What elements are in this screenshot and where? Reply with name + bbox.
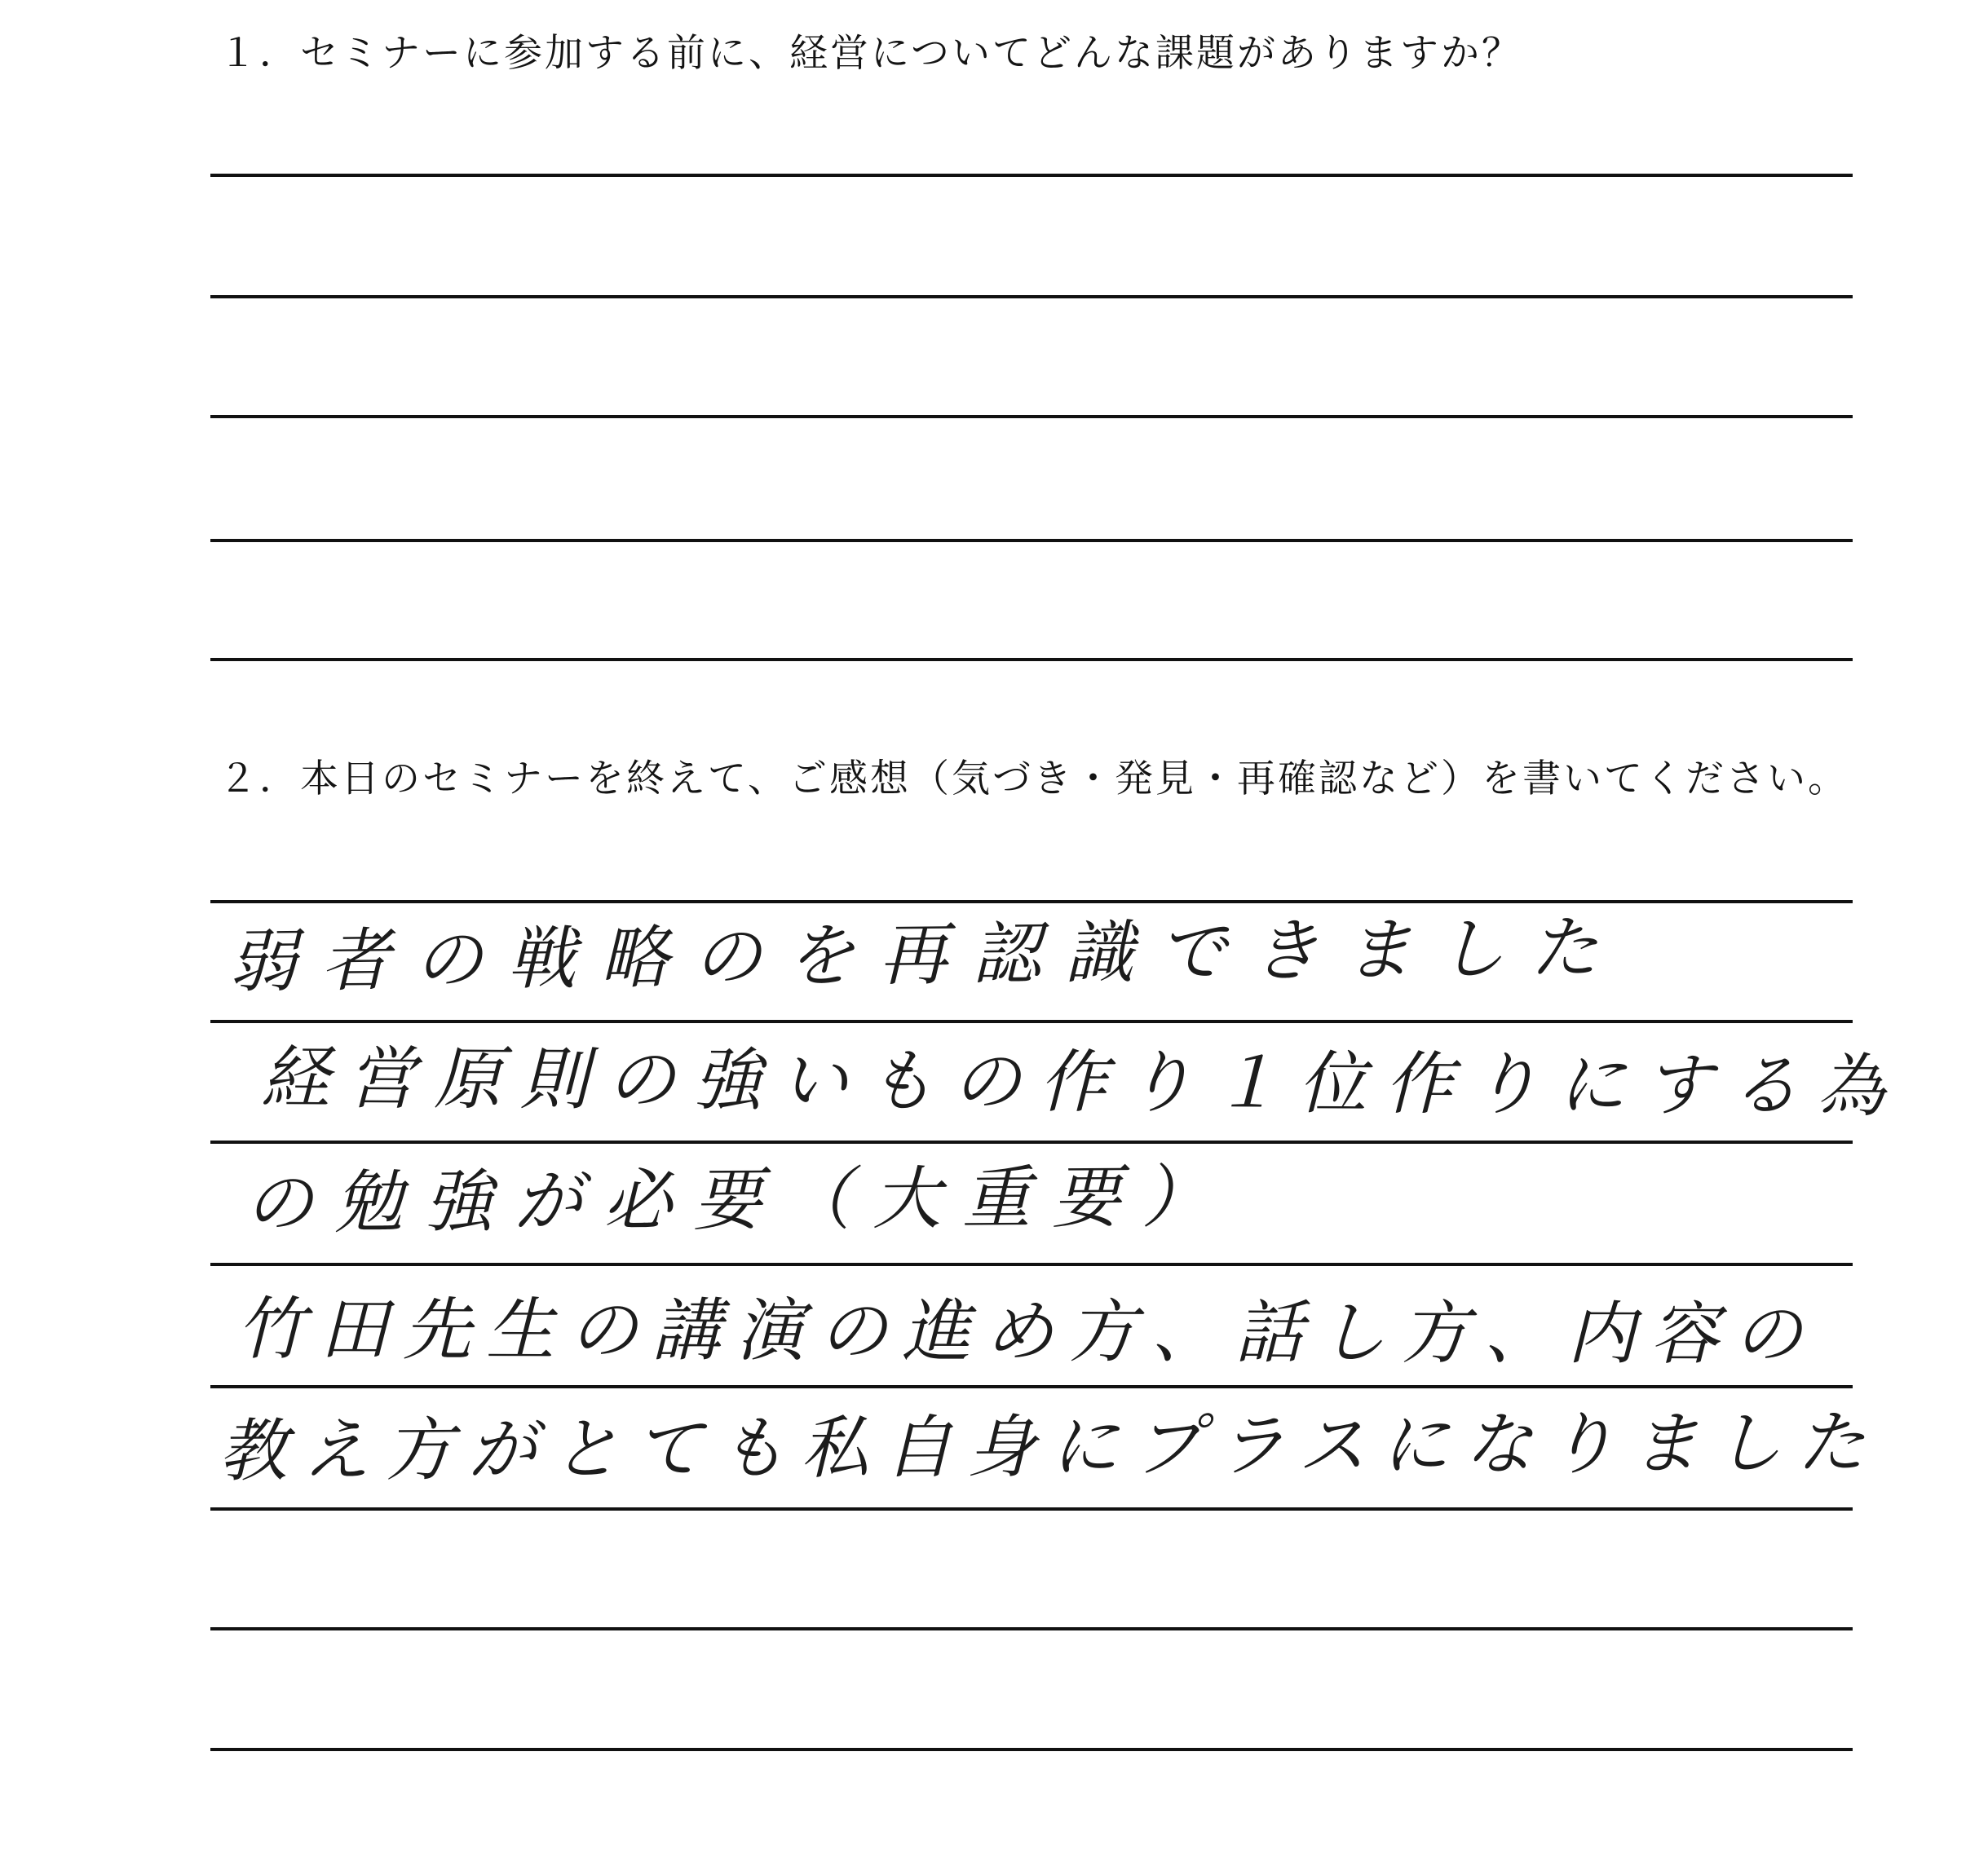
answer-2-rule <box>210 1141 1853 1144</box>
answer-2-rule <box>210 1385 1853 1388</box>
answer-1-rule <box>210 415 1853 418</box>
answer-2-rule <box>210 1627 1853 1630</box>
answer-1-rule <box>210 174 1853 177</box>
answer-2-rule <box>210 1020 1853 1023</box>
answer-1-rule <box>210 539 1853 542</box>
answer-2-rule <box>210 1263 1853 1266</box>
question-1-prompt: １．セミナーに参加する前に、経営についてどんな課題がありますか？ <box>219 31 1523 76</box>
answer-1-rule <box>210 295 1853 298</box>
answer-2-rule <box>210 900 1853 903</box>
answer-1-rule <box>210 658 1853 661</box>
question-2-prompt: ２．本日のセミナーを終えて、ご感想（気づき・発見・再確認など）を書いてください。 <box>219 757 1849 801</box>
answer-2-rule <box>210 1507 1853 1511</box>
answer-2-rule <box>210 1748 1853 1751</box>
handwritten-answer-line: 弱者の戦略のを再認識できました <box>228 907 1624 1002</box>
handwritten-answer-line: 経営原則の強いもの作り１位作りにする為 <box>260 1038 1904 1127</box>
handwritten-answer-line: 竹田先生の講演の進め方、話し方、内容の <box>236 1289 1818 1374</box>
handwritten-answer-line: の勉強が必要（大重要） <box>244 1156 1232 1243</box>
handwritten-answer-line: 教え方がとても私自身にプラスになりました <box>218 1402 1880 1491</box>
